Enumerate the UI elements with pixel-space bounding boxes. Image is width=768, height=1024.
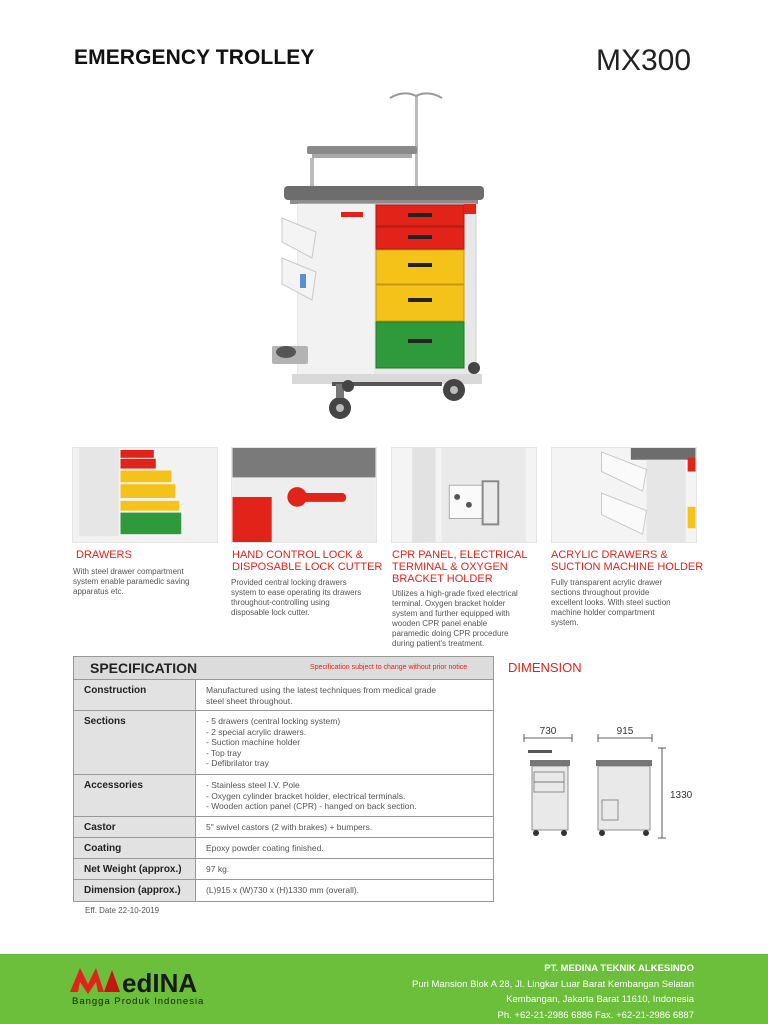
feature-desc-drawers: With steel drawer compartment system enable paramedic saving apparatus etc.: [73, 567, 190, 596]
company-info: [412, 961, 694, 1023]
specification-table: [73, 656, 494, 902]
company-address-1: Puri Mansion Blok A 28, Jl. Lingkar Luar Barat Kembangan Selatan: [411, 978, 694, 990]
feature-title-drawers: DRAWERS: [76, 549, 132, 561]
spec-row-net-weight: [74, 859, 493, 880]
spec-value: Epoxy powder coating finished.: [206, 843, 324, 853]
spec-label: Coating: [74, 838, 196, 858]
spec-note: Specification subject to change without prior notice: [310, 664, 468, 671]
company-address-2: Kembangan, Jakarta Barat 11610, Indonesia: [506, 994, 694, 1005]
spec-label: Net Weight (approx.): [74, 859, 196, 879]
brand-name: edINA: [122, 968, 198, 998]
cpr-panel-thumbnail: [391, 447, 537, 543]
dimension-diagram: [512, 720, 712, 840]
brand-tagline: Bangga Produk Indonesia: [72, 996, 205, 1007]
spec-header: [74, 657, 493, 680]
spec-value: - Stainless steel I.V. Pole - Oxygen cylinder bracket holder, electrical terminals. - Wooden action panel (CPR) - hanged on back section.: [206, 780, 417, 811]
effective-date: Eff. Date 22-10-2019: [85, 906, 160, 915]
feature-desc-lock: Provided central locking drawers system to ease operating its drawers throughout-controlling using disposable lock cutter.: [231, 578, 362, 617]
spec-row-dimension: [74, 880, 493, 901]
feature-title-cpr: CPR PANEL, ELECTRICAL TERMINAL & OXYGEN BRACKET HOLDER: [392, 549, 528, 585]
spec-row-sections: [74, 711, 493, 775]
dim-height-label: 1330: [670, 790, 693, 801]
feature-title-lock: HAND CONTROL LOCK & DISPOSABLE LOCK CUTTER: [232, 549, 383, 573]
spec-value: 5" swivel castors (2 with brakes) + bumpers.: [206, 822, 373, 832]
drawers-thumbnail: [72, 447, 218, 543]
company-phone: Ph. +62-21-2986 6886 Fax. +62-21-2986 6887: [497, 1009, 694, 1021]
spec-label: Accessories: [74, 775, 196, 816]
spec-row-coating: [74, 838, 493, 859]
hand-control-lock-thumbnail: [231, 447, 377, 543]
spec-label: Sections: [74, 711, 196, 774]
spec-value: 97 kg.: [206, 864, 230, 874]
feature-desc-acrylic: Fully transparent acrylic drawer sections throughout provide excellent looks. With steel suction machine holder compartment system.: [551, 578, 671, 627]
spec-title: SPECIFICATION: [90, 660, 198, 676]
spec-value: - 5 drawers (central locking system) - 2 special acrylic drawers. - Suction machine holder - Top tray - Defibrilator tray: [206, 716, 341, 768]
dim-length-label: 915: [616, 726, 634, 737]
spec-row-construction: [74, 680, 493, 711]
trolley-product-image: [152, 80, 607, 430]
feature-title-acrylic: ACRYLIC DRAWERS & SUCTION MACHINE HOLDER: [551, 549, 704, 573]
spec-label: Castor: [74, 817, 196, 837]
spec-row-accessories: [74, 775, 493, 817]
feature-desc-cpr: Utilizes a high-grade fixed electrical terminal. Oxygen bracket holder system and further equipped with wooden CPR panel enable paramedic doing CPR procedure during patient's treatment.: [392, 589, 518, 648]
spec-value: (L)915 x (W)730 x (H)1330 mm (overall).: [206, 885, 360, 895]
dim-width-label: 730: [539, 726, 557, 737]
spec-row-castor: [74, 817, 493, 838]
spec-label: Dimension (approx.): [74, 880, 196, 901]
dimension-title: DIMENSION: [508, 660, 582, 675]
company-name: PT. MEDINA TEKNIK ALKESINDO: [544, 963, 694, 974]
model-number: MX300: [596, 44, 692, 77]
spec-value: Manufactured using the latest techniques from medical grade steel sheet throughout.: [206, 685, 437, 706]
acrylic-drawers-thumbnail: [551, 447, 697, 543]
spec-label: Construction: [74, 680, 196, 710]
page-title: EMERGENCY TROLLEY: [74, 46, 315, 69]
